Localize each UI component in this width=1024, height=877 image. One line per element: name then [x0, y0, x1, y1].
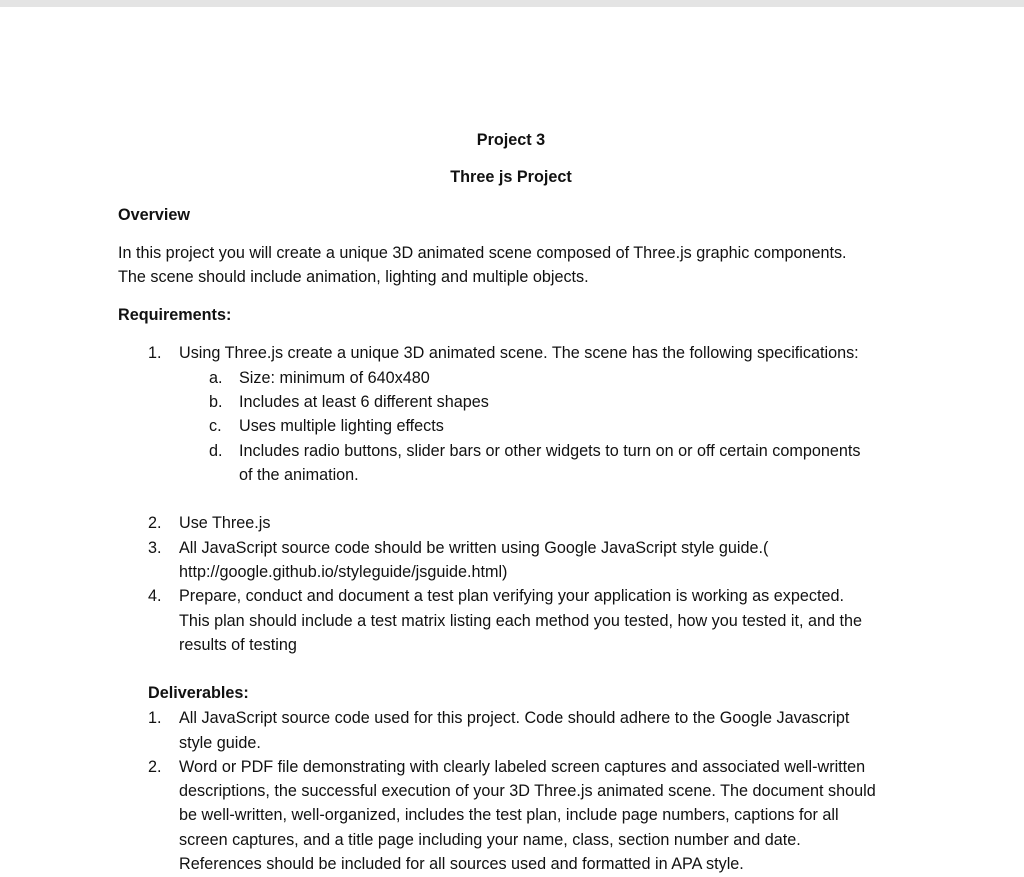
document-title: Project 3 [476, 131, 546, 149]
sublist-marker: b. [209, 393, 223, 411]
list-item-text: References should be included for all sources used and formatted in APA style. [179, 855, 744, 873]
list-item-text: style guide. [179, 734, 261, 752]
sublist-item-text: Includes at least 6 different shapes [239, 393, 489, 411]
list-item-text: screen captures, and a title page including your name, class, section number and date. [179, 831, 801, 849]
document-subtitle: Three js Project [450, 168, 572, 186]
list-item-text: This plan should include a test matrix listing each method you tested, how you tested it, and the [179, 612, 862, 630]
requirements-heading: Requirements: [118, 306, 232, 324]
sublist-marker: c. [209, 417, 222, 435]
list-item-text: http://google.github.io/styleguide/jsguide.html) [179, 563, 508, 581]
overview-heading: Overview [118, 206, 190, 224]
list-item-text: results of testing [179, 636, 297, 654]
list-item-text: All JavaScript source code used for this project. Code should adhere to the Google Javascript [179, 709, 850, 727]
list-marker: 1. [148, 344, 162, 362]
overview-line: The scene should include animation, lighting and multiple objects. [118, 268, 589, 286]
list-marker: 2. [148, 758, 162, 776]
list-item-text: Prepare, conduct and document a test plan verifying your application is working as expected. [179, 587, 844, 605]
deliverables-heading: Deliverables: [148, 684, 249, 702]
sublist-marker: a. [209, 369, 223, 387]
sublist-item-text: Size: minimum of 640x480 [239, 369, 430, 387]
list-marker: 1. [148, 709, 162, 727]
sublist-item-text: of the animation. [239, 466, 359, 484]
list-marker: 2. [148, 514, 162, 532]
list-item-text: Using Three.js create a unique 3D animated scene. The scene has the following specifications: [179, 344, 859, 362]
list-item-text: descriptions, the successful execution of your 3D Three.js animated scene. The document should [179, 782, 876, 800]
list-item-text: Word or PDF file demonstrating with clearly labeled screen captures and associated well-written [179, 758, 866, 776]
sublist-item-text: Includes radio buttons, slider bars or other widgets to turn on or off certain components [239, 442, 861, 460]
list-item-text: All JavaScript source code should be written using Google JavaScript style guide.( [179, 539, 769, 557]
sublist-marker: d. [209, 442, 223, 460]
list-marker: 4. [148, 587, 162, 605]
sublist-item-text: Uses multiple lighting effects [239, 417, 444, 435]
list-item-text: Use Three.js [179, 514, 271, 532]
list-marker: 3. [148, 539, 162, 557]
list-item-text: be well-written, well-organized, includes the test plan, include page numbers, captions for all [179, 806, 839, 824]
overview-line: In this project you will create a unique 3D animated scene composed of Three.js graphic components. [118, 244, 847, 262]
